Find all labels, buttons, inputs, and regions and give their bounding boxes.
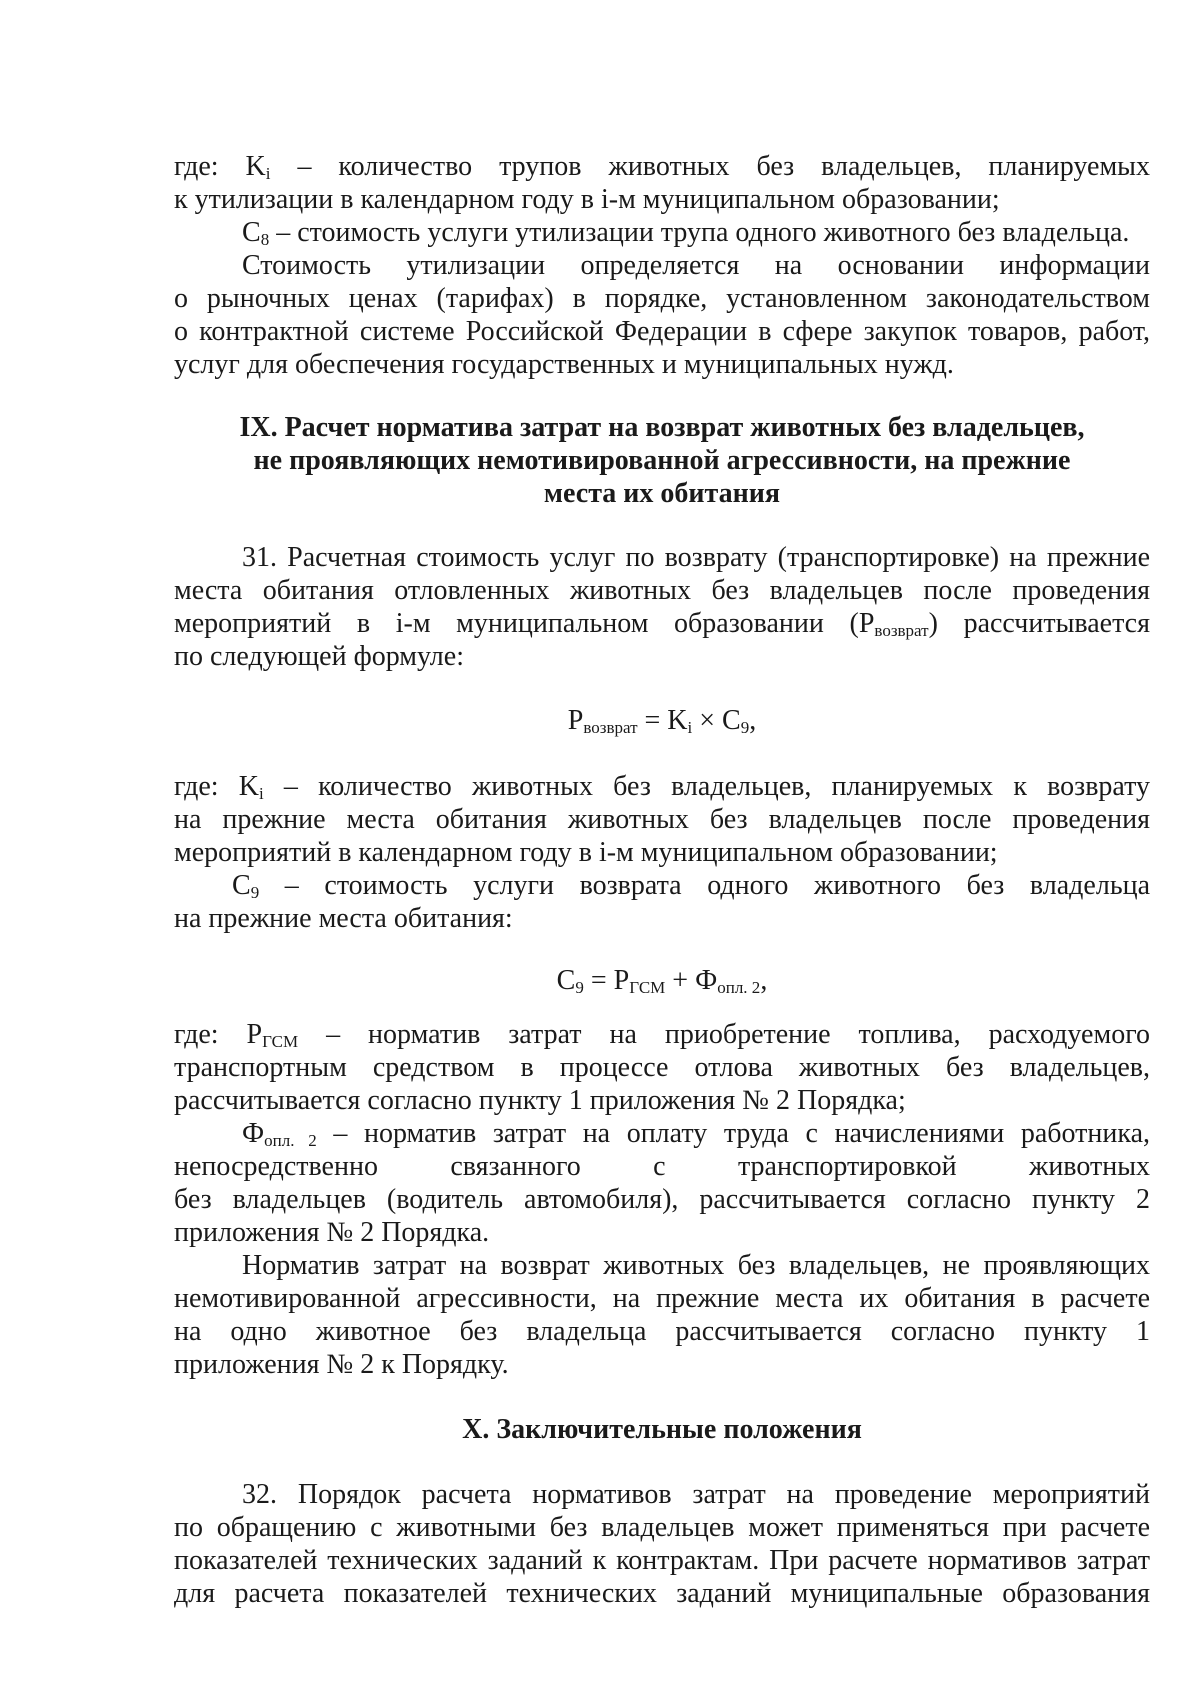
text-line: 32. Порядок расчета нормативов затрат на проведение мероприятий — [242, 1479, 1150, 1510]
text-line: Норматив затрат на возврат животных без владельцев, не проявляющих — [242, 1250, 1150, 1281]
text-line: транспортным средством в процессе отлова животных без владельцев, — [174, 1052, 1150, 1083]
text-line: по следующей формуле: — [174, 641, 464, 672]
formula: $P_{возврат} = K_i \times C_9$, — [567, 705, 757, 737]
text-line: немотивированной агрессивности, на прежние места их обитания в расчете — [174, 1283, 1150, 1314]
text-line: по обращению с животными без владельцев может применяться при расчете — [174, 1512, 1150, 1543]
text-line: приложения № 2 Порядка. — [174, 1217, 490, 1248]
text-line: где: $K_i$ – количество трупов животных без владельцев, планируемых — [174, 151, 1150, 183]
section-heading: IX. Расчет норматива затрат на возврат животных без владельцев, — [239, 412, 1085, 443]
text-line: места обитания отловленных животных без владельцев после проведения — [174, 575, 1150, 606]
text-line: без владельцев (водитель автомобиля), рассчитывается согласно пункту 2 — [174, 1184, 1150, 1215]
text-line: услуг для обеспечения государственных и муниципальных нужд. — [174, 349, 954, 380]
text-line: на прежние места обитания животных без владельцев после проведения — [174, 804, 1150, 835]
text-line: приложения № 2 к Порядку. — [174, 1349, 509, 1380]
text-line: рассчитывается согласно пункту 1 приложения № 2 Порядка; — [174, 1085, 906, 1116]
text-line: 31. Расчетная стоимость услуг по возврату (транспортировке) на прежние — [242, 542, 1150, 573]
text-line: к утилизации в календарном году в i-м муниципальном образовании; — [174, 184, 1000, 215]
text-line: на одно животное без владельца рассчитывается согласно пункту 1 — [174, 1316, 1150, 1347]
formula: $C_9 = P_{ГСМ} + Ф_{опл. 2}$, — [556, 965, 768, 997]
text-line: показателей технических заданий к контрактам. При расчете нормативов затрат — [174, 1545, 1150, 1576]
text-line: $C_9$ – стоимость услуги возврата одного животного без владельца — [232, 870, 1150, 902]
text-line: $C_8$ – стоимость услуги утилизации трупа одного животного без владельца. — [242, 217, 1130, 249]
section-heading: X. Заключительные положения — [462, 1414, 862, 1445]
text-line: где: $P_{ГСМ}$ – норматив затрат на приобретение топлива, расходуемого — [174, 1019, 1150, 1051]
text-line: для расчета показателей технических заданий муниципальные образования — [174, 1578, 1150, 1609]
text-line: Стоимость утилизации определяется на основании информации — [242, 250, 1150, 281]
text-line: на прежние места обитания: — [174, 903, 513, 934]
text-line: о рыночных ценах (тарифах) в порядке, установленном законодательством — [174, 283, 1150, 314]
section-heading: места их обитания — [543, 478, 781, 509]
text-line: $Ф_{опл. 2}$ – норматив затрат на оплату труда с начислениями работника, — [242, 1118, 1150, 1150]
text-line: непосредственно связанного с транспортировкой животных — [174, 1151, 1150, 1182]
text-line: о контрактной системе Российской Федерации в сфере закупок товаров, работ, — [174, 316, 1150, 347]
text-line: где: $K_i$ – количество животных без владельцев, планируемых к возврату — [174, 771, 1151, 803]
text-line: мероприятий в календарном году в i-м муниципальном образовании; — [174, 837, 998, 868]
section-heading: не проявляющих немотивированной агрессивности, на прежние — [253, 445, 1071, 476]
text-line: мероприятий в i-м муниципальном образовании $(P_{возврат})$ рассчитывается — [174, 608, 1150, 640]
